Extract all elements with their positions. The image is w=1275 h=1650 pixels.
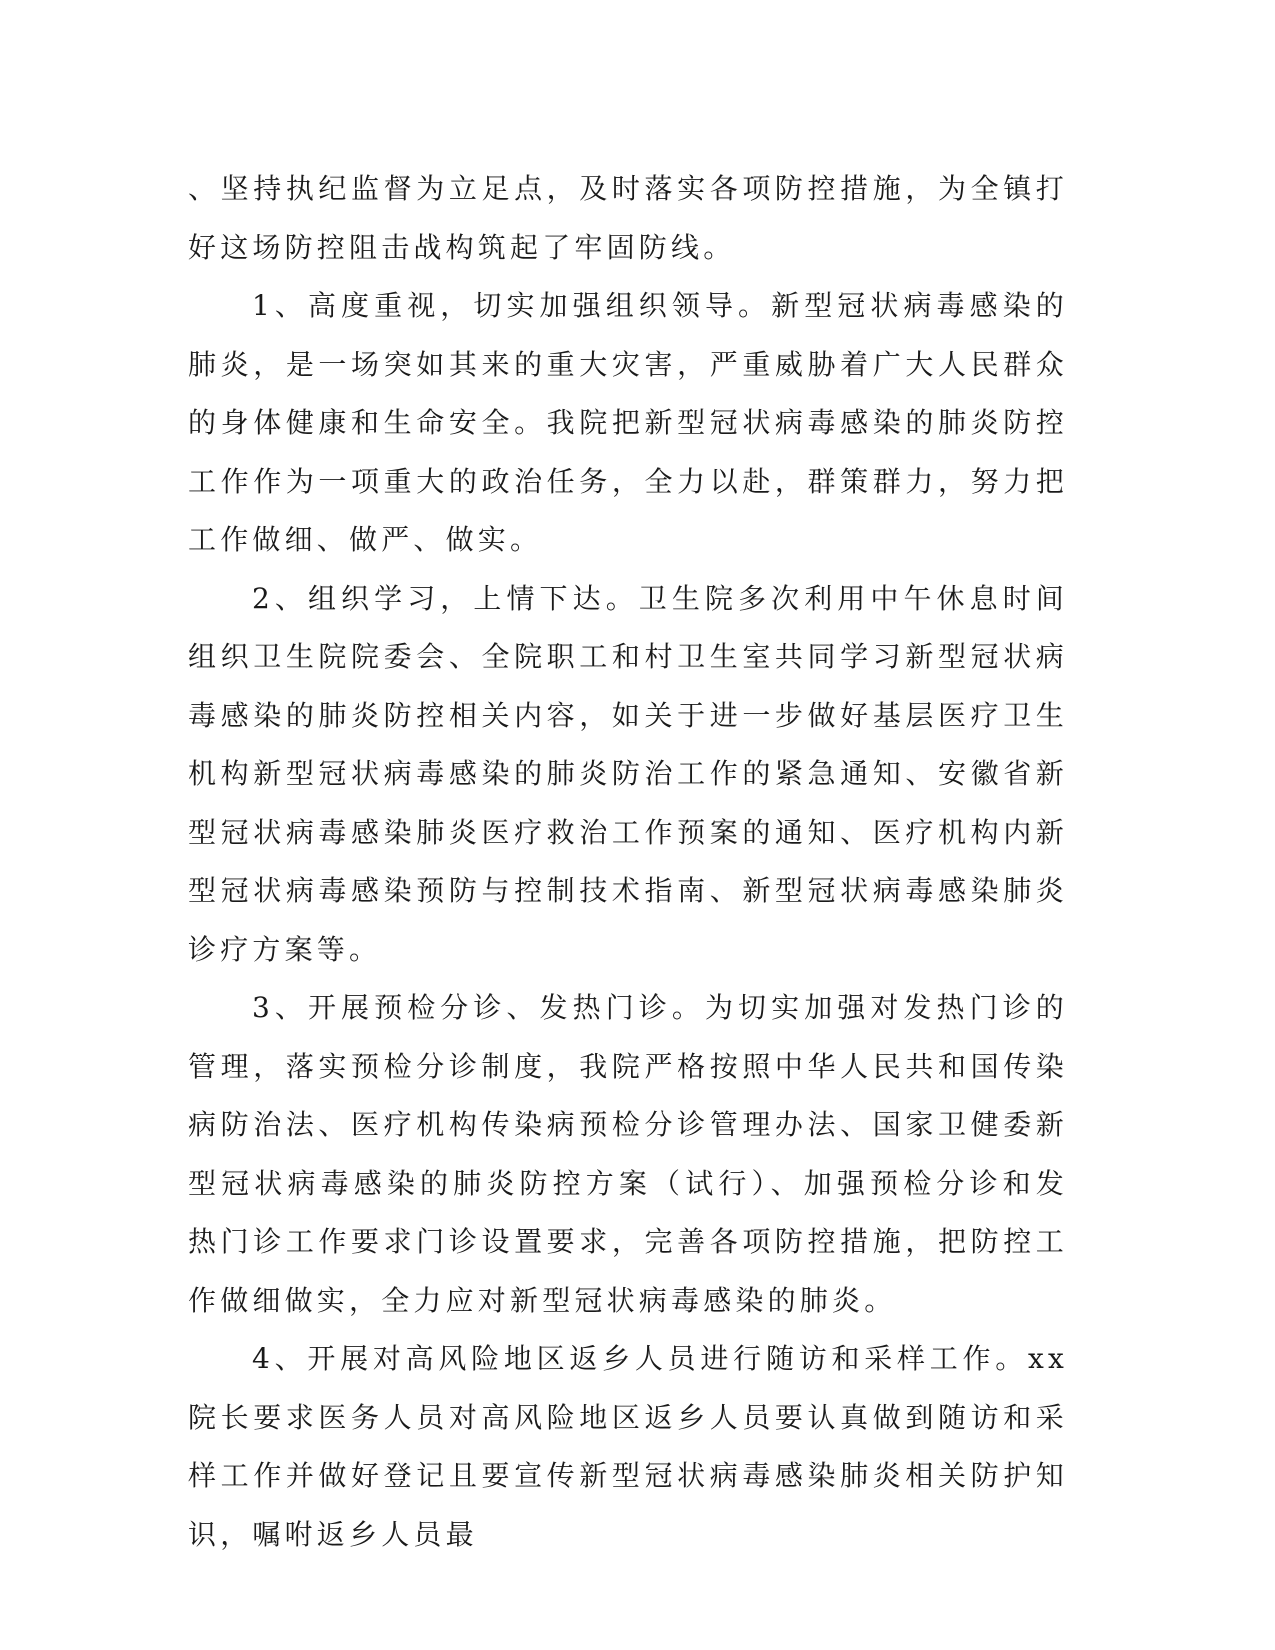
paragraph-2-study: 2、组织学习，上情下达。卫生院多次利用中午休息时间组织卫生院院委会、全院职工和村卫生室共同学习新型冠状病毒感染的肺炎防控相关内容，如关于进一步做好基层医疗卫生机构新型冠状病毒感染的肺炎防治工作的紧急通知、安徽省新型冠状病毒感染肺炎医疗救治工作预案的通知、医疗机构内新型冠状病毒感染预防与控制技术指南、新型冠状病毒感染肺炎诊疗方案等。 <box>188 581 1068 966</box>
paragraph-1-leadership: 1、高度重视，切实加强组织领导。新型冠状病毒感染的肺炎，是一场突如其来的重大灾害，严重威胁着广大人民群众的身体健康和生命安全。我院把新型冠状病毒感染的肺炎防控工作作为一项重大的政治任务，全力以赴，群策群力，努力把工作做细、做严、做实。 <box>188 289 1068 556</box>
document-body <box>188 160 1068 1564</box>
paragraph-intro-continuation: 、坚持执纪监督为立足点，及时落实各项防控措施，为全镇打好这场防控阻击战构筑起了牢固防线。 <box>188 172 1068 264</box>
paragraph-4-followup: 4、开展对高风险地区返乡人员进行随访和采样工作。xx院长要求医务人员对高风险地区返乡人员要认真做到随访和采样工作并做好登记且要宣传新型冠状病毒感染肺炎相关防护知识，嘱咐返乡人员最 <box>188 1342 1068 1551</box>
paragraph-3-fever-clinic: 3、开展预检分诊、发热门诊。为切实加强对发热门诊的管理，落实预检分诊制度，我院严格按照中华人民共和国传染病防治法、医疗机构传染病预检分诊管理办法、国家卫健委新型冠状病毒感染的肺炎防控方案（试行）、加强预检分诊和发热门诊工作要求门诊设置要求，完善各项防控措施，把防控工作做细做实，全力应对新型冠状病毒感染的肺炎。 <box>188 991 1068 1317</box>
